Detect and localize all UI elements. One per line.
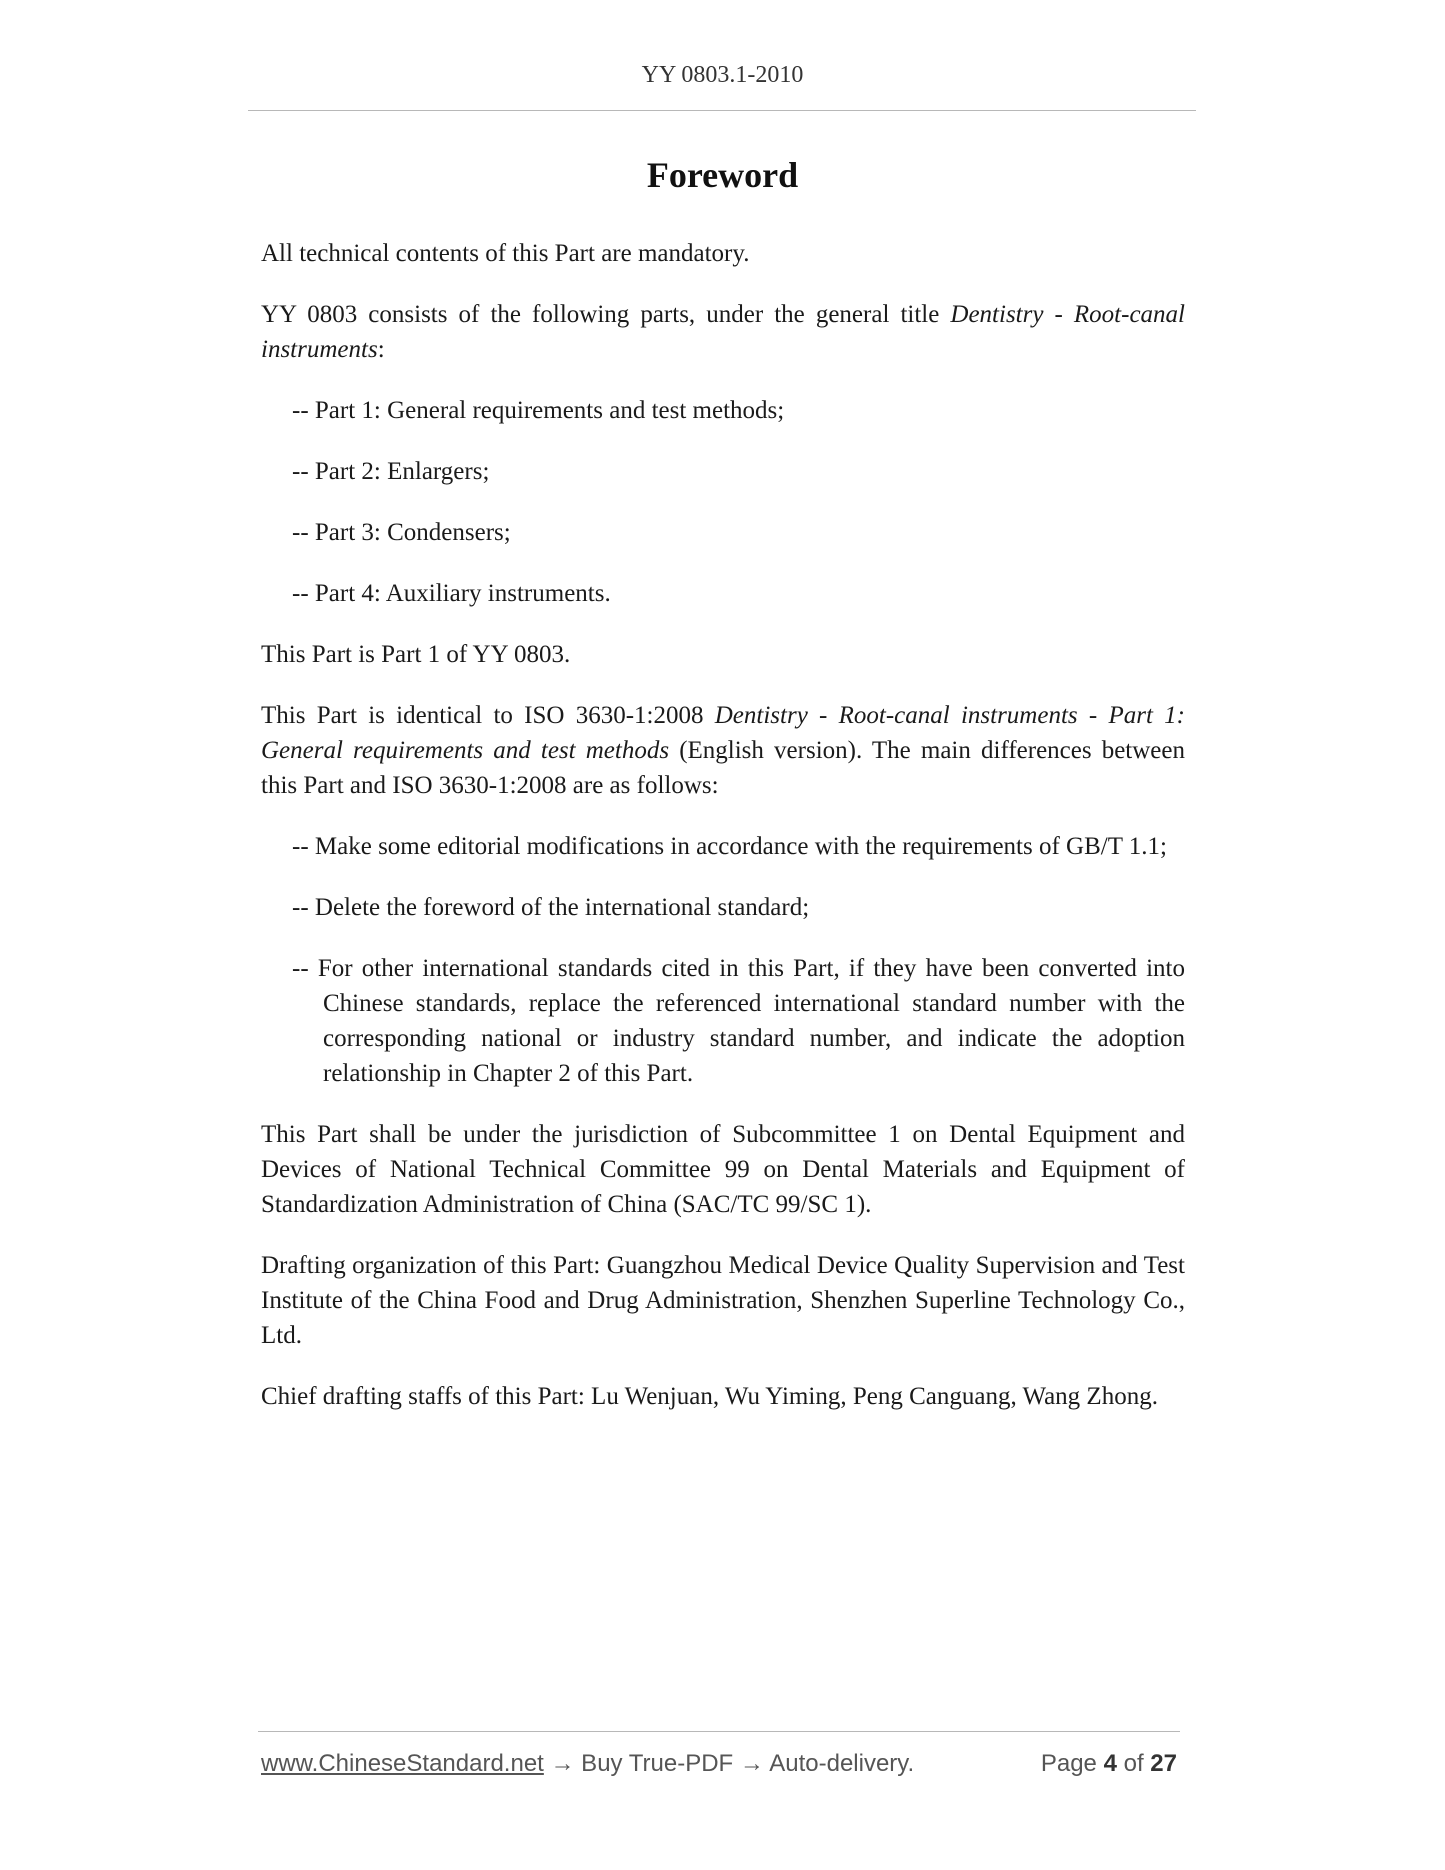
- page-label: Page: [1040, 1750, 1097, 1777]
- list-item-difference-3: -- For other international standards cited in this Part, if they have been converted into Chinese standards, replace the referenced international standard number with the corresponding national or industry standard number, and indicate the adoption relationship in Chapter 2 of this Part.: [292, 955, 1185, 1087]
- list-item-part-1: -- Part 1: General requirements and test methods;: [292, 397, 785, 424]
- page-current: 4: [1103, 1750, 1117, 1777]
- list-item-part-3: -- Part 3: Condensers;: [292, 519, 511, 546]
- foreword-body: [261, 236, 1185, 1440]
- parts-intro-text: YY 0803 consists of the following parts, under the general title: [261, 301, 951, 328]
- footer-promo-text: → Buy True-PDF → Auto-delivery.: [543, 1750, 915, 1777]
- drafting-staff-paragraph: Chief drafting staffs of this Part: Lu Wenjuan, Wu Yiming, Peng Canguang, Wang Zhong.: [261, 1383, 1158, 1410]
- iso-identity-paragraph: [261, 698, 1185, 803]
- drafting-organization-paragraph: Drafting organization of this Part: Guangzhou Medical Device Quality Supervision and Test Institute of the China Food and Drug Administration, Shenzhen Superline Technology Co., Ltd.: [261, 1252, 1185, 1349]
- footer-divider: [258, 1731, 1180, 1732]
- jurisdiction-paragraph: This Part shall be under the jurisdiction of Subcommittee 1 on Dental Equipment and Devices of National Technical Committee 99 on Dental Materials and Equipment of Standardization Administration of China (SAC/TC 99/SC 1).: [261, 1121, 1185, 1218]
- document-code-header: YY 0803.1-2010: [641, 62, 804, 88]
- website-link[interactable]: www.ChineseStandard.net: [261, 1750, 544, 1777]
- iso-identity-tail: (English version). The main differences between this Part and ISO 3630-1:2008 are as follows:: [261, 737, 1186, 799]
- general-title: Dentistry - Root-canal instruments: [261, 301, 1185, 363]
- page-title: Foreword: [646, 155, 799, 195]
- parts-intro: [261, 297, 1185, 367]
- mandatory-statement: All technical contents of this Part are mandatory.: [261, 240, 750, 267]
- iso-title: Dentistry - Root-canal instruments - Part 1: General requirements and test methods: [261, 702, 1185, 764]
- page-total: 27: [1150, 1750, 1177, 1777]
- list-item-difference-2: -- Delete the foreword of the international standard;: [292, 894, 810, 921]
- page-number: [1041, 1750, 1177, 1778]
- header-divider: [248, 110, 1196, 111]
- parts-intro-colon: :: [377, 336, 385, 363]
- footer-promo: [261, 1750, 914, 1778]
- iso-identity-text: This Part is identical to ISO 3630-1:2008: [261, 702, 715, 729]
- list-item-part-2: -- Part 2: Enlargers;: [292, 458, 490, 485]
- list-item-part-4: -- Part 4: Auxiliary instruments.: [292, 580, 611, 607]
- page-of-label: of: [1123, 1750, 1144, 1777]
- list-item-difference-1: -- Make some editorial modifications in accordance with the requirements of GB/T 1.1;: [292, 833, 1167, 860]
- part-statement: This Part is Part 1 of YY 0803.: [261, 641, 571, 668]
